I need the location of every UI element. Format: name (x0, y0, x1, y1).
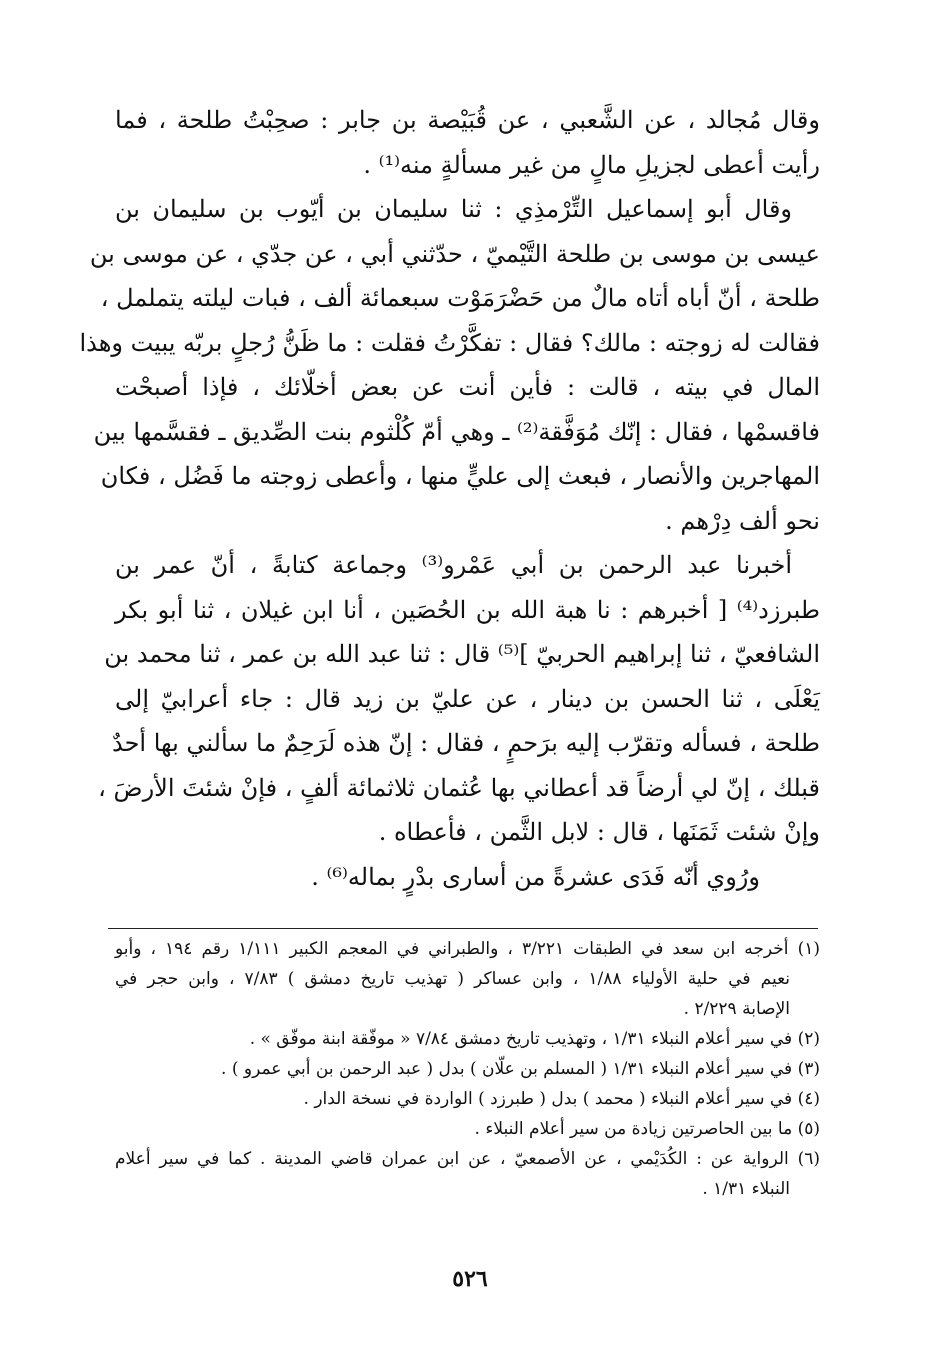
footnote-line: (٣) في سير أعلام النبلاء ١/٣١ ( المسلم بن علّان ) بدل ( عبد الرحمن بن أبي عمرو ) . (221, 1059, 820, 1079)
footnote-line: (٥) ما بين الحاصرتين زيادة من سير أعلام النبلاء . (474, 1119, 820, 1139)
text-line: يَعْلَى ، ثنا الحسن بن دينار ، عن عليّ بن زيد قال : جاء أعرابيّ إلى (115, 684, 820, 713)
footnote-line: نعيم في حلية الأولياء ١/٨٨ ، وابن عساكر ( تهذيب تاريخ دمشق ) ٧/٨٣ ، وابن حجر في (115, 969, 791, 989)
text-line: رأيت أعطى لجزيلِ مالٍ من غير مسألةٍ منه⁽¹⁾ . (363, 150, 820, 179)
footnote-line: (١) أخرجه ابن سعد في الطبقات ٣/٢٢١ ، والطبراني في المعجم الكبير ١/١١١ رقم ١٩٤ ، وأبو (115, 939, 820, 959)
text-line: ورُوي أنّه فَدَى عشرةً من أسارى بدْرٍ بماله⁽⁶⁾ . (311, 862, 760, 891)
footnote-line: الإصابة ٢/٢٢٩ . (683, 999, 790, 1019)
footnote-line: (٢) في سير أعلام النبلاء ١/٣١ ، وتهذيب تاريخ دمشق ٧/٨٤ « موفّقة ابنة موفّق » . (249, 1029, 820, 1049)
footnote-1 (115, 934, 820, 1024)
text-line: الشافعيّ ، ثنا إبراهيم الحربيّ ]⁽⁵⁾ قال : ثنا عبد الله بن عمر ، ثنا محمد بن (104, 640, 820, 668)
text-line: المال في بيته ، قالت : فأين أنت عن بعض أخلّائك ، فإذا أصبحْت (115, 373, 820, 401)
text-line: طلحة ، فسأله وتقرّب إليه برَحمٍ ، فقال : إنّ هذه لَرَحِمٌ ما سألني بها أحدٌ (111, 729, 820, 757)
text-line: قبلك ، إنّ لي أرضاً قد أعطاني بها عُثمان ثلاثمائة ألفٍ ، فإنْ شئتَ الأرضَ ، (98, 773, 820, 802)
text-line: المهاجرين والأنصار ، فبعث إلى عليٍّ منها ، وأعطى زوجته ما فَضُل ، فكان (100, 462, 820, 490)
text-line: نحو ألف دِرْهم . (665, 506, 820, 535)
footnote-2 (115, 1024, 820, 1054)
footnote-line: (٤) في سير أعلام النبلاء ( محمد ) بدل ( طبرزد ) الواردة في نسخة الدار . (303, 1089, 820, 1109)
page-number: ٥٢٦ (452, 1266, 488, 1292)
footnote-divider (108, 928, 818, 929)
text-line: طبرزد⁽⁴⁾ [ أخبرهم : نا هبة الله بن الحُصَين ، أنا ابن غيلان ، ثنا أبو بكر (115, 595, 820, 624)
footnote-4 (115, 1084, 820, 1114)
footnote-5 (115, 1114, 820, 1144)
text-line: طلحة ، أنّ أباه أتاه مالٌ من حَضْرَمَوْت سبعمائة ألف ، فبات ليلته يتململ ، (100, 284, 820, 312)
footnote-3 (115, 1054, 820, 1084)
text-line: وإنْ شئت ثَمَنَها ، قال : لابل الثَّمن ، فأعطاه . (378, 818, 820, 846)
text-line: فاقسمْها ، فقال : إنّك مُوَفَّقة⁽²⁾ ـ وهي أمّ كُلْثوم بنت الصِّديق ـ فقسَّمها بين (93, 417, 820, 446)
text-line: عيسى بن موسى بن طلحة التَّيْميّ ، حدّثني أبي ، عن جدّي ، عن موسى بن (89, 239, 820, 268)
footnote-6 (115, 1144, 820, 1204)
footnote-line: النبلاء ١/٣١ . (702, 1179, 790, 1199)
footnotes-section (115, 934, 820, 1204)
text-line: وقال أبو إسماعيل التِّرْمذِي : ثنا سليمان بن أيّوب بن سليمان بن (115, 195, 792, 223)
text-line: أخبرنا عبد الرحمن بن أبي عَمْرو⁽³⁾ وجماعة كتابةً ، أنّ عمر بن (115, 551, 793, 579)
text-line: فقالت له زوجته : مالك؟ فقال : تفكَّرْتُ فقلت : ما ظَنُّ رُجلٍ بربّه يبيت وهذا (79, 328, 820, 357)
footnote-line: (٦) الرواية عن : الكُدَيْمي ، عن الأصمعيّ ، عن ابن عمران قاضي المدينة . كما في سير أعلام (115, 1149, 820, 1169)
text-line: وقال مُجالد ، عن الشَّعبي ، عن قُبَيْصة بن جابر : صحِبْتُ طلحة ، فما (115, 106, 820, 134)
main-text (79, 98, 820, 899)
